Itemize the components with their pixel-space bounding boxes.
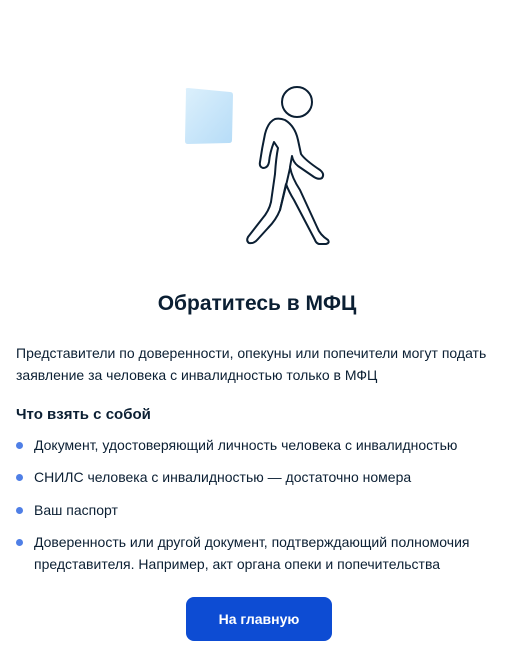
bullet-icon bbox=[16, 442, 23, 449]
home-button[interactable]: На главную bbox=[186, 597, 332, 641]
list-item bbox=[16, 531, 510, 575]
intro-text: Представители по доверенности, опекуны или попечители могут подать заявление за человека с инвалидностью только в МФЦ bbox=[16, 345, 487, 383]
page-title: Обратитесь в МФЦ bbox=[157, 292, 357, 315]
list-item-label: Документ, удостоверяющий личность человека с инвалидностью bbox=[34, 437, 458, 453]
list-item-label: Ваш паспорт bbox=[34, 502, 118, 518]
walking-person-icon bbox=[180, 82, 340, 252]
bullet-icon bbox=[16, 539, 23, 546]
list-item-label: СНИЛС человека с инвалидностью — достаточно номера bbox=[34, 469, 412, 485]
bring-section-title: Что взять с собой bbox=[16, 406, 151, 423]
door-shape bbox=[185, 88, 233, 144]
walking-person-illustration bbox=[180, 82, 340, 252]
list-item-label: Доверенность или другой документ, подтверждающий полномочия представителя. Например, акт органа опеки и попечительства bbox=[34, 534, 470, 572]
bullet-icon bbox=[16, 507, 23, 514]
list-item bbox=[16, 499, 510, 521]
list-item bbox=[16, 466, 510, 488]
bullet-icon bbox=[16, 474, 23, 481]
list-item bbox=[16, 434, 510, 456]
